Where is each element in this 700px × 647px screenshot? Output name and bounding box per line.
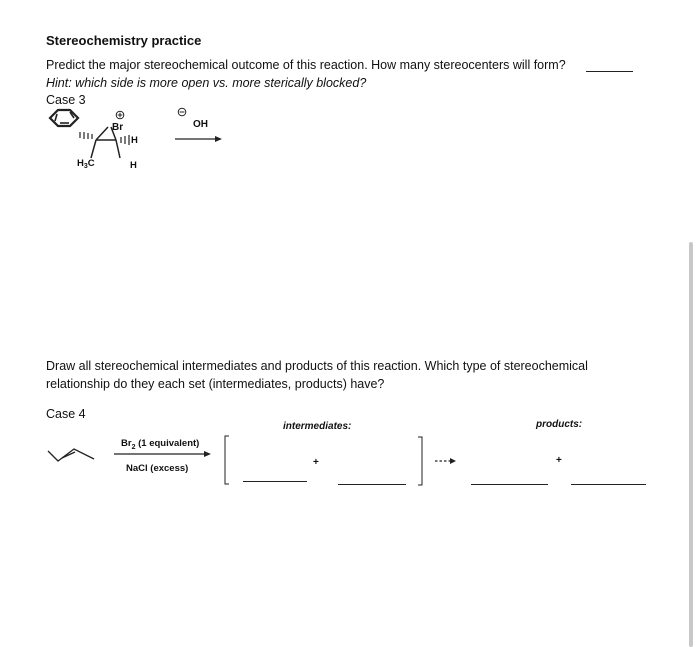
alkene-skeletal bbox=[48, 449, 94, 461]
page-title: Stereochemistry practice bbox=[46, 33, 202, 48]
vertical-scrollbar[interactable] bbox=[689, 242, 693, 647]
question-1-text: Predict the major stereochemical outcome of this reaction. How many stereocenters will form? bbox=[46, 58, 566, 72]
question-2-text: Draw all stereochemical intermediates and products of this reaction. Which type of stereochemical relationship do they each set (intermediates, products) have? bbox=[46, 359, 588, 391]
product-1-blank[interactable] bbox=[471, 484, 548, 485]
intermediate-1-blank[interactable] bbox=[243, 481, 307, 482]
hydrogen-label-bottom: H bbox=[130, 160, 137, 171]
case-4-label: Case 4 bbox=[46, 407, 86, 421]
dashed-arrow-to-products bbox=[435, 458, 456, 464]
right-bracket bbox=[418, 437, 422, 485]
reagent-bromine-subscript: 2 bbox=[131, 443, 136, 451]
case-3-label: Case 3 bbox=[46, 93, 86, 107]
methyl-subscript: 3 bbox=[83, 163, 88, 170]
alkene-chain bbox=[48, 449, 94, 461]
intermediates-header: intermediates: bbox=[283, 421, 352, 432]
reaction-arrow-case-4 bbox=[114, 451, 211, 457]
products-plus-sign: + bbox=[556, 455, 562, 466]
reagent-bromine-suffix: (1 equivalent) bbox=[135, 438, 200, 449]
reagent-nacl: NaCl (excess) bbox=[126, 463, 189, 474]
hint-text: Hint: which side is more open vs. more sterically blocked? bbox=[46, 76, 367, 90]
methyl-h: H bbox=[77, 158, 84, 169]
methyl-c: C bbox=[87, 158, 95, 169]
products-header: products: bbox=[536, 419, 583, 430]
intermediate-2-blank[interactable] bbox=[338, 484, 406, 485]
hydroxide-label: OH bbox=[193, 119, 208, 130]
reagent-bromine-prefix: Br bbox=[121, 438, 132, 449]
hydrogen-label-right: H bbox=[131, 135, 138, 146]
product-2-blank[interactable] bbox=[571, 484, 646, 485]
bromine-label: Br bbox=[112, 122, 124, 133]
intermediates-plus-sign: + bbox=[313, 457, 319, 468]
left-bracket bbox=[225, 436, 229, 484]
